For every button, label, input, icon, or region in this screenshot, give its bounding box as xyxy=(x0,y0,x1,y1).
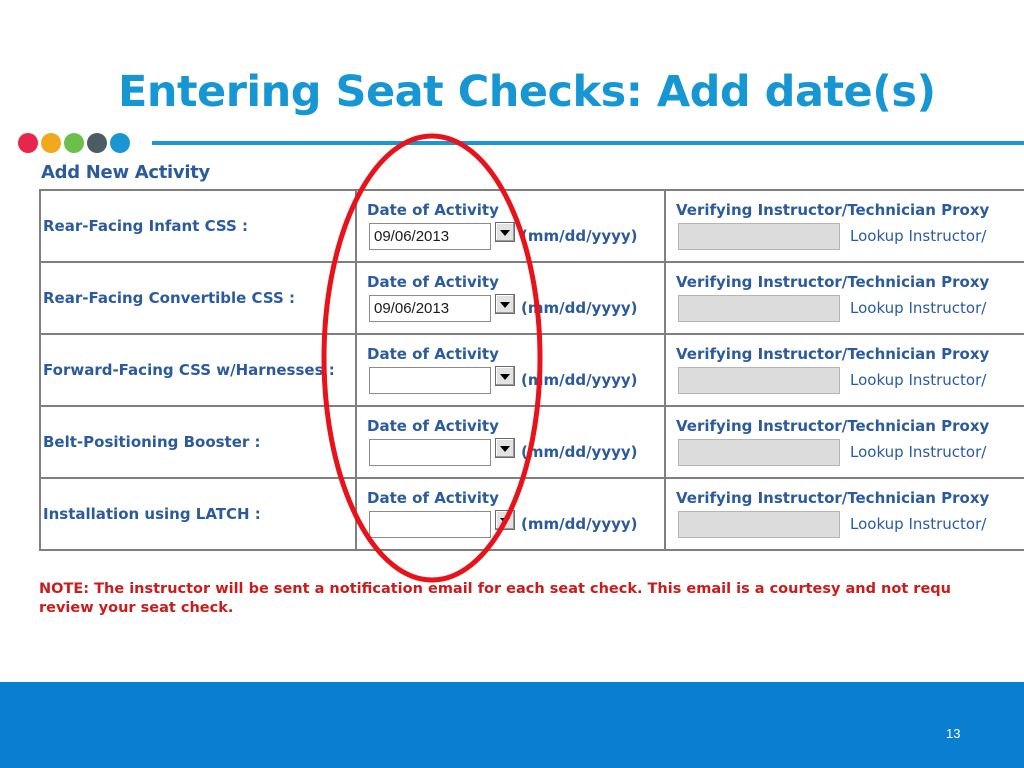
lookup-instructor-link[interactable]: Lookup Instructor/ xyxy=(850,515,987,533)
instructor-proxy-input[interactable] xyxy=(678,511,840,538)
date-of-activity-input[interactable]: 09/06/2013 xyxy=(369,223,491,250)
date-of-activity-input[interactable] xyxy=(369,367,491,394)
activity-label-cell xyxy=(40,334,356,406)
activity-label: Installation using LATCH : xyxy=(43,505,261,523)
verifying-instructor-label: Verifying Instructor/Technician Proxy xyxy=(676,489,990,507)
verifying-instructor-label: Verifying Instructor/Technician Proxy xyxy=(676,417,990,435)
date-cell xyxy=(356,478,665,550)
verify-cell xyxy=(665,190,1024,262)
activity-label: Rear-Facing Infant CSS : xyxy=(43,217,249,235)
activity-label-cell xyxy=(40,190,356,262)
activity-label-cell xyxy=(40,478,356,550)
date-of-activity-label: Date of Activity xyxy=(367,201,499,219)
date-of-activity-label: Date of Activity xyxy=(367,417,499,435)
instructor-proxy-input[interactable] xyxy=(678,439,840,466)
verifying-instructor-label: Verifying Instructor/Technician Proxy xyxy=(676,273,990,291)
activity-label-cell xyxy=(40,262,356,334)
activity-table xyxy=(39,189,1024,551)
date-cell xyxy=(356,334,665,406)
date-picker-dropdown-button[interactable] xyxy=(495,294,515,314)
add-activity-form xyxy=(38,160,1024,630)
lookup-instructor-link[interactable]: Lookup Instructor/ xyxy=(850,299,987,317)
slide-title: Entering Seat Checks: Add date(s) xyxy=(118,67,936,117)
verify-cell xyxy=(665,406,1024,478)
date-cell xyxy=(356,190,665,262)
dot-blue xyxy=(110,133,130,153)
instructor-proxy-input[interactable] xyxy=(678,367,840,394)
date-format-hint: (mm/dd/yyyy) xyxy=(521,443,638,461)
dot-orange xyxy=(41,133,61,153)
date-cell xyxy=(356,262,665,334)
verifying-instructor-label: Verifying Instructor/Technician Proxy xyxy=(676,201,990,219)
activity-label-cell xyxy=(40,406,356,478)
date-format-hint: (mm/dd/yyyy) xyxy=(521,227,638,245)
instructor-proxy-input[interactable] xyxy=(678,223,840,250)
date-format-hint: (mm/dd/yyyy) xyxy=(521,299,638,317)
activity-label: Forward-Facing CSS w/Harnesses : xyxy=(43,361,335,379)
notification-note: NOTE: The instructor will be sent a notification email for each seat check. This email is a courtesy and not requ review your seat check. xyxy=(39,581,951,616)
activity-row xyxy=(40,406,1024,478)
lookup-instructor-link[interactable]: Lookup Instructor/ xyxy=(850,443,987,461)
date-picker-dropdown-button[interactable] xyxy=(495,366,515,386)
dot-red xyxy=(18,133,38,153)
activity-row xyxy=(40,478,1024,550)
date-picker-dropdown-button[interactable] xyxy=(495,510,515,530)
date-of-activity-input[interactable] xyxy=(369,511,491,538)
activity-label: Belt-Positioning Booster : xyxy=(43,433,261,451)
verify-cell xyxy=(665,262,1024,334)
verify-cell xyxy=(665,478,1024,550)
verifying-instructor-label: Verifying Instructor/Technician Proxy xyxy=(676,345,990,363)
title-divider xyxy=(152,141,1024,145)
dot-green xyxy=(64,133,84,153)
verify-cell xyxy=(665,334,1024,406)
date-of-activity-label: Date of Activity xyxy=(367,489,499,507)
date-picker-dropdown-button[interactable] xyxy=(495,222,515,242)
date-of-activity-input[interactable]: 09/06/2013 xyxy=(369,295,491,322)
date-cell xyxy=(356,406,665,478)
instructor-proxy-input[interactable] xyxy=(678,295,840,322)
lookup-instructor-link[interactable]: Lookup Instructor/ xyxy=(850,227,987,245)
date-of-activity-label: Date of Activity xyxy=(367,345,499,363)
lookup-instructor-link[interactable]: Lookup Instructor/ xyxy=(850,371,987,389)
date-format-hint: (mm/dd/yyyy) xyxy=(521,371,638,389)
activity-row xyxy=(40,190,1024,262)
form-section-title: Add New Activity xyxy=(41,162,210,183)
date-picker-dropdown-button[interactable] xyxy=(495,438,515,458)
date-of-activity-label: Date of Activity xyxy=(367,273,499,291)
dot-gray xyxy=(87,133,107,153)
activity-label: Rear-Facing Convertible CSS : xyxy=(43,289,295,307)
date-of-activity-input[interactable] xyxy=(369,439,491,466)
footer-bar xyxy=(0,682,1024,768)
page-number: 13 xyxy=(946,726,961,741)
activity-row xyxy=(40,262,1024,334)
date-format-hint: (mm/dd/yyyy) xyxy=(521,515,638,533)
activity-row xyxy=(40,334,1024,406)
